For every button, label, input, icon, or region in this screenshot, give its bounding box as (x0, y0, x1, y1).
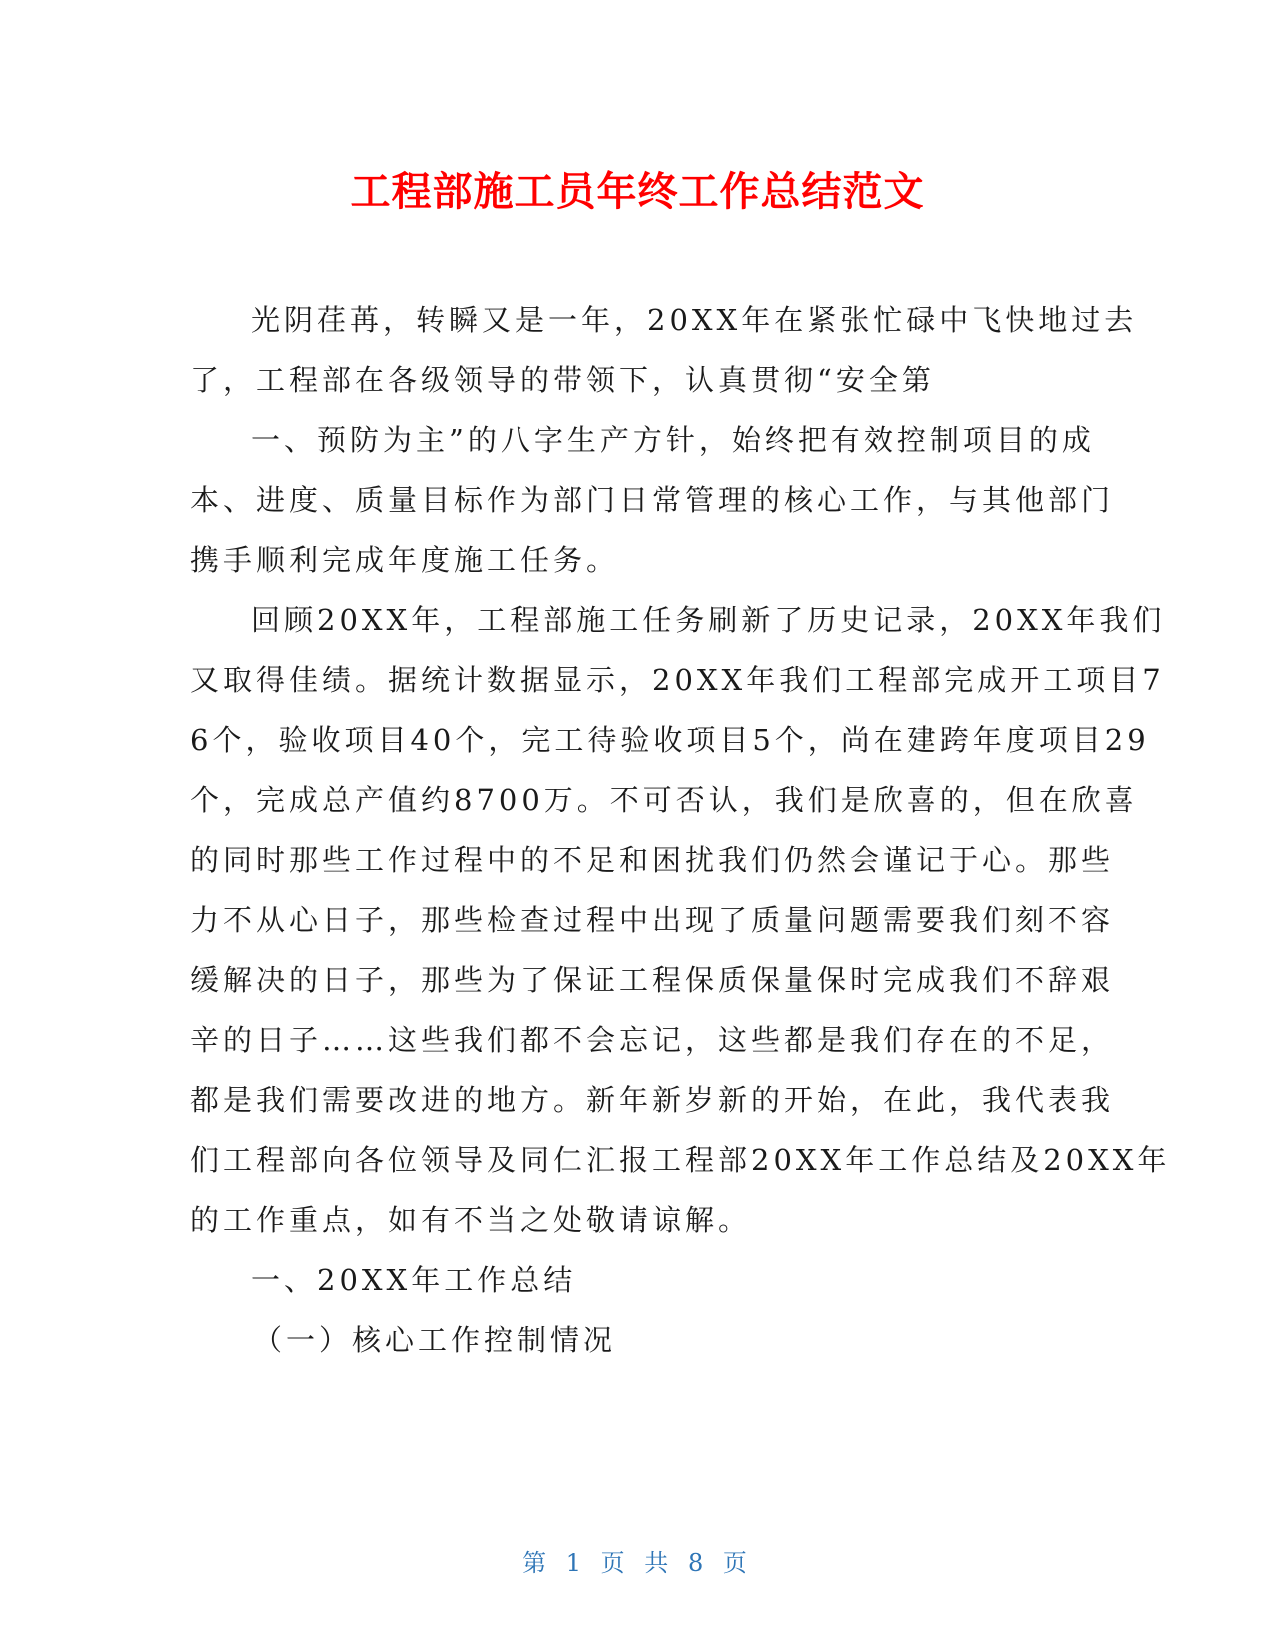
paragraph-line: 一、预防为主”的八字生产方针，始终把有效控制项目的成 (251, 423, 1095, 457)
paragraph-line: 本、进度、质量目标作为部门日常管理的核心工作，与其他部门 (190, 483, 1115, 517)
paragraph-line: 缓解决的日子，那些为了保证工程保质保量保时完成我们不辞艰 (190, 963, 1115, 997)
document-title: 工程部施工员年终工作总结范文 (350, 169, 925, 215)
paragraph-line: 了，工程部在各级领导的带领下，认真贯彻“安全第 (190, 363, 935, 397)
paragraph-line: 都是我们需要改进的地方。新年新岁新的开始，在此，我代表我 (190, 1083, 1115, 1117)
section-heading: 一、20XX年工作总结 (251, 1263, 577, 1297)
paragraph-line: 光阴荏苒，转瞬又是一年，20XX年在紧张忙碌中飞快地过去 (251, 303, 1138, 337)
paragraph-line: 又取得佳绩。据统计数据显示，20XX年我们工程部完成开工项目7 (190, 663, 1165, 697)
paragraph-line: 6个，验收项目40个，完工待验收项目5个，尚在建跨年度项目29 (190, 723, 1150, 757)
paragraph-line: 力不从心日子，那些检查过程中出现了质量问题需要我们刻不容 (190, 903, 1115, 937)
document-body (190, 290, 1171, 1370)
paragraph-line: 辛的日子……这些我们都不会忘记，这些都是我们存在的不足， (190, 1023, 1115, 1057)
page-footer (0, 1543, 1275, 1578)
page-number-label: 第 1 页 共 8 页 (522, 1549, 753, 1577)
subsection-heading: （一）核心工作控制情况 (253, 1323, 617, 1357)
paragraph-line: 的工作重点，如有不当之处敬请谅解。 (190, 1203, 752, 1237)
paragraph-line: 们工程部向各位领导及同仁汇报工程部20XX年工作总结及20XX年 (190, 1143, 1171, 1177)
paragraph-line: 携手顺利完成年度施工任务。 (190, 543, 620, 577)
paragraph-line: 的同时那些工作过程中的不足和困扰我们仍然会谨记于心。那些 (190, 843, 1115, 877)
paragraph-line: 回顾20XX年，工程部施工任务刷新了历史记录，20XX年我们 (251, 603, 1166, 637)
paragraph-line: 个，完成总产值约8700万。不可否认，我们是欣喜的，但在欣喜 (190, 783, 1138, 817)
